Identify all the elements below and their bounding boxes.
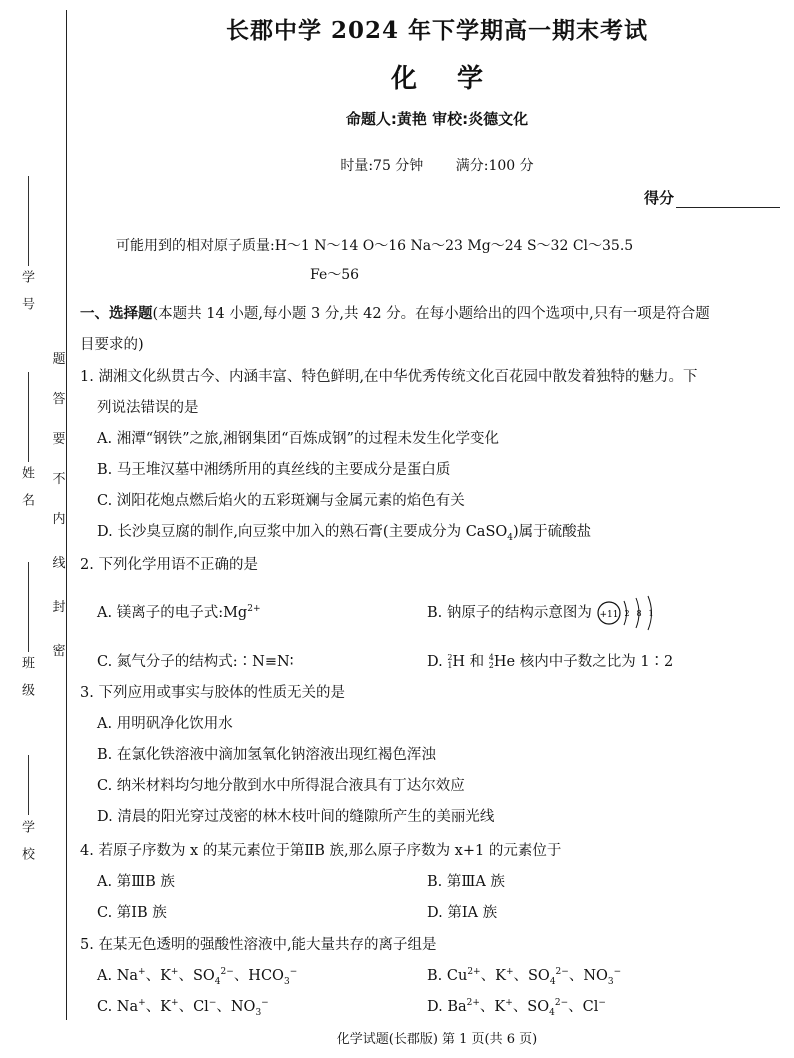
option-d: D. $Ba^{2+}$、K+、$SO_4^{2-}$、Cl−: [427, 998, 606, 1018]
seal-char: 线: [52, 556, 66, 571]
time-and-score: [80, 155, 794, 175]
blank-name: [28, 372, 29, 462]
option-c: C. Na+、K+、Cl−、$NO_3^-$: [97, 998, 269, 1018]
question-1: [80, 362, 780, 548]
mass-number: 4: [488, 653, 494, 662]
subscript: 4: [507, 532, 513, 543]
atomic-masses: [116, 232, 776, 290]
score-blank[interactable]: [676, 193, 780, 208]
seal-char: 不: [52, 472, 66, 487]
options-row: [80, 867, 780, 898]
question-4: [80, 836, 780, 929]
option-a: A. 第ⅢB 族: [97, 874, 175, 890]
seal-char: 题: [52, 352, 66, 367]
time-limit: 时量:75 分钟: [340, 158, 424, 174]
field-label-school: 学校: [19, 820, 34, 874]
option-a: A. 用明矾净化饮用水: [97, 716, 233, 732]
options-row: [80, 992, 780, 1023]
option-d-text: )属于硫酸盐: [513, 524, 592, 540]
section-heading: [80, 298, 780, 361]
option-a: [97, 598, 427, 629]
atomic-number: 1: [447, 661, 453, 670]
options-row: [80, 961, 780, 992]
exam-title: 长郡中学 2024 年下学期高一期末考试: [225, 17, 649, 44]
option-a-text: A. 镁离子的电子式:Mg: [97, 604, 248, 621]
question-5: [80, 930, 780, 1023]
page-footer: 化学试题(长郡版) 第 1 页(共 6 页): [336, 1032, 538, 1047]
seal-char: 内: [52, 512, 66, 527]
option-c: C. 氮气分子的结构式:∶N≡N∶: [97, 654, 294, 670]
score-label: 得分: [643, 189, 674, 207]
question-stem: 3. 下列应用或事实与胶体的性质无关的是: [80, 685, 345, 701]
option-b: B. $Cu^{2+}$、K+、$SO_4^{2-}$、$NO_3^-$: [427, 967, 622, 987]
options-row: [80, 593, 780, 633]
option-d: [80, 517, 780, 548]
option-d-text: D. 长沙臭豆腐的制作,向豆浆中加入的熟石膏(主要成分为 CaSO: [97, 524, 508, 540]
option-b-text: B. 钠原子的结构示意图为: [427, 605, 592, 621]
question-stem: 5. 在某无色透明的强酸性溶液中,能大量共存的离子组是: [80, 937, 437, 953]
score-box: [644, 187, 780, 208]
sodium-atom-structure-diagram: [596, 593, 660, 633]
option-d-text: D.: [427, 654, 448, 670]
option-d: D. 第ⅠA 族: [427, 905, 498, 921]
options-row: [80, 647, 780, 678]
shell-electrons: 1: [648, 609, 655, 618]
question-stem: 1. 湖湘文化纵贯古今、内涵丰富、特色鲜明,在中华优秀传统文化百花园中散发着独特的魅力。下: [80, 369, 698, 385]
field-label-student-id: 学号: [19, 270, 34, 324]
question-stem: 2. 下列化学用语不正确的是: [80, 557, 258, 573]
shell-electrons: 2: [624, 609, 631, 618]
atomic-masses-line: Fe～56: [310, 267, 360, 283]
option-c: C. 浏阳花炮点燃后焰火的五彩斑斓与金属元素的焰色有关: [97, 493, 465, 509]
field-label-class: 班级: [19, 656, 34, 710]
seal-char: 要: [52, 432, 66, 447]
binding-line: [66, 10, 67, 1020]
mass-number: 2: [447, 653, 453, 662]
option-a: A. Na+、K+、$SO_4^{2-}$、$HCO_3^-$: [97, 967, 298, 987]
option-d-text: He 核内中子数之比为 1∶2: [493, 654, 674, 670]
option-b: B. 在氯化铁溶液中滴加氢氧化钠溶液出现红褐色浑浊: [97, 747, 436, 763]
seal-char: 密: [52, 644, 66, 659]
question-2: [80, 550, 780, 678]
atomic-number: 2: [488, 661, 494, 670]
option-b: B. 第ⅢA 族: [427, 874, 505, 890]
full-score: 满分:100 分: [455, 158, 534, 174]
blank-student-id: [28, 176, 29, 266]
field-label-name: 姓名: [19, 466, 34, 520]
section-desc: (本题共 14 小题,每小题 3 分,共 42 分。在每小题给出的四个选项中,只有一项是符合题: [152, 306, 710, 322]
authors: 命题人:黄艳 审校:炎德文化: [345, 110, 529, 128]
option-c: C. 第ⅠB 族: [97, 905, 167, 921]
atomic-masses-line: 可能用到的相对原子质量:H～1 N～14 O～16 Na～23 Mg～24 S～32 Cl～35.5: [116, 238, 634, 254]
option-d: [427, 647, 757, 678]
subject-title: 化学: [390, 64, 523, 94]
blank-class: [28, 562, 29, 652]
question-stem: 4. 若原子序数为 x 的某元素位于第ⅡB 族,那么原子序数为 x+1 的元素位于: [80, 843, 562, 859]
option-c: C. 纳米材料均匀地分散到水中所得混合液具有丁达尔效应: [97, 778, 465, 794]
blank-school: [28, 755, 29, 815]
seal-char: 封: [52, 600, 66, 615]
question-stem: 列说法错误的是: [97, 400, 199, 416]
superscript: 2+: [247, 603, 261, 614]
seal-char: 答: [52, 392, 66, 407]
option-b: B. 马王堆汉墓中湘绣所用的真丝线的主要成分是蛋白质: [97, 462, 451, 478]
nucleus-charge: +11: [599, 610, 619, 620]
section-desc: 目要求的): [80, 337, 144, 353]
option-d-text: H 和: [452, 654, 489, 670]
options-row: [80, 898, 780, 929]
option-a: A. 湘潭“钢铁”之旅,湘钢集团“百炼成钢”的过程未发生化学变化: [97, 431, 499, 447]
section-title: 一、选择题: [80, 305, 153, 322]
shell-electrons: 8: [636, 609, 643, 618]
question-3: [80, 678, 780, 833]
option-d: D. 清晨的阳光穿过茂密的林木枝叶间的缝隙所产生的美丽光线: [97, 809, 495, 825]
option-b: [427, 593, 757, 633]
binding-margin: [0, 0, 72, 1058]
